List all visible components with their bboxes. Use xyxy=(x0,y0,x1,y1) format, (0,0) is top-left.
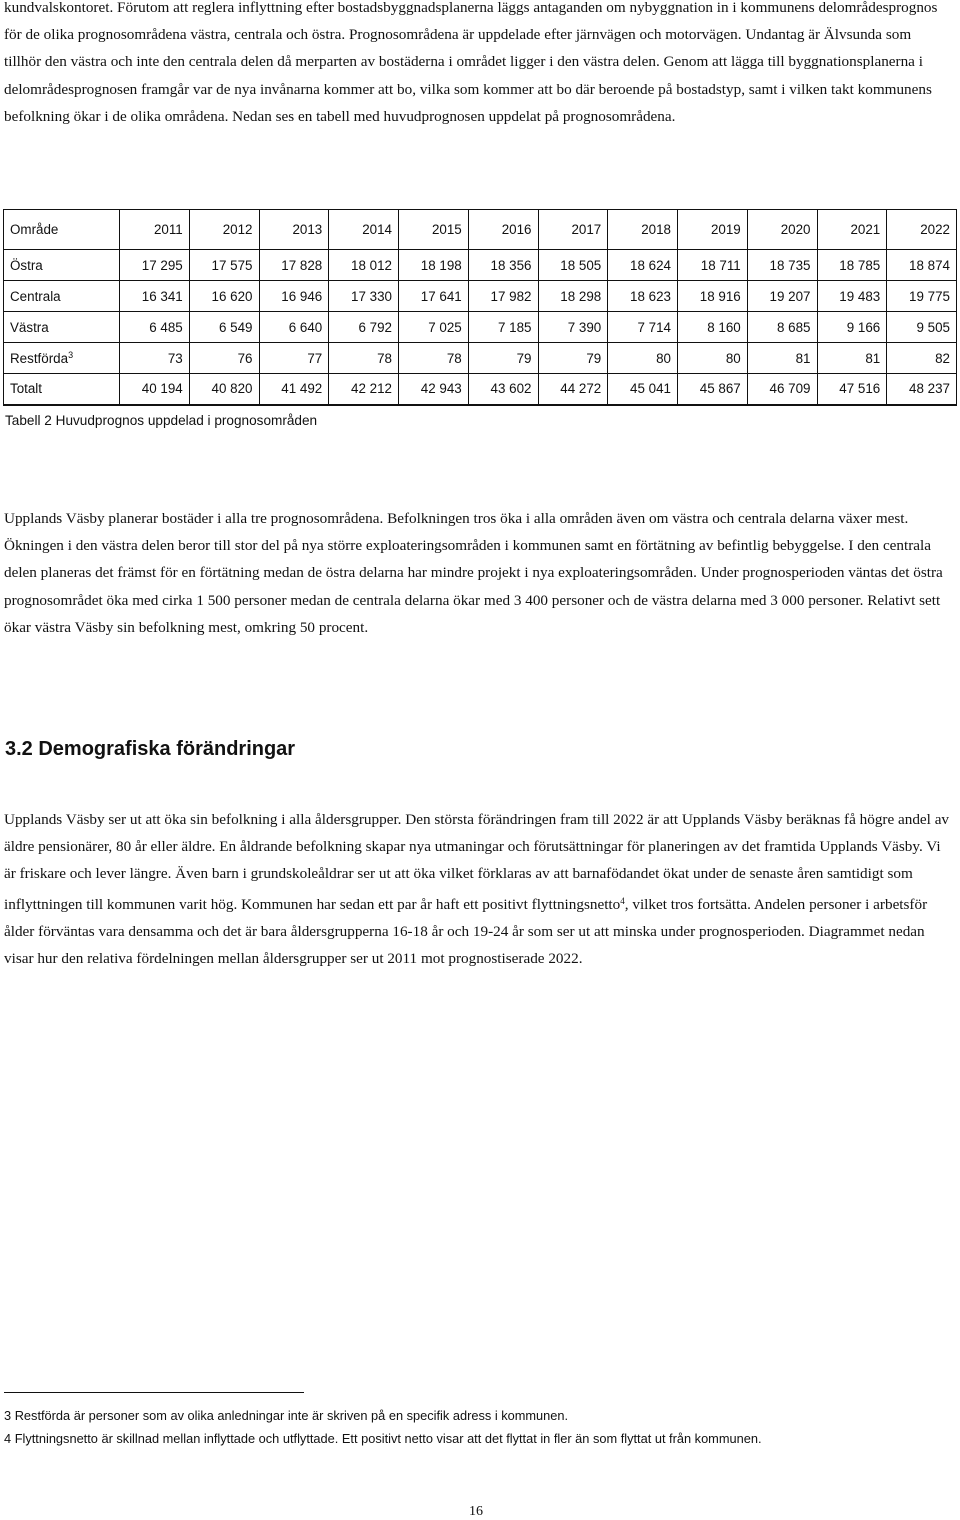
body-paragraph xyxy=(4,806,952,972)
table-cell: 18 711 xyxy=(678,250,748,281)
table-cell: 73 xyxy=(120,343,190,374)
table-cell: 17 295 xyxy=(120,250,190,281)
table-cell: 7 185 xyxy=(468,312,538,343)
table-header-cell: 2012 xyxy=(189,210,259,250)
intro-paragraph: kundvalskontoret. Förutom att reglera inflyttning efter bostadsbyggnadsplanerna läggs antaganden om nybyggnation in i kommunens delområdesprognos för de olika prognosområdena västra, centrala och östra. Prognosområdena är uppdelade efter järnvägen och motorvägen. Undantag är Älvsunda som tillhör den västra och inte den centrala delen då merparten av bostäderna i området ligger i den västra delen. Genom att lägga till byggnationsplanerna i delområdesprognosen framgår var de nya invånarna kommer att bo, vilka som kommer att bo där beroende på bostadstyp, samt i vilken takt kommunens befolkning ökar i de olika områdena. Nedan ses en tabell med huvudprognosen uppdelat på prognosområdena. xyxy=(4,0,938,125)
table-cell: 9 166 xyxy=(817,312,887,343)
table-header-cell: 2017 xyxy=(538,210,608,250)
table-cell: 41 492 xyxy=(259,374,329,405)
row-label: Totalt xyxy=(4,374,120,405)
table-header-cell: 2014 xyxy=(329,210,399,250)
table-cell: 16 341 xyxy=(120,281,190,312)
table-row xyxy=(4,312,957,343)
table-cell: 16 620 xyxy=(189,281,259,312)
footnote-text: Restförda är personer som av olika anledningar inte är skriven på en specifik adress i kommunen. xyxy=(14,1408,569,1423)
table-cell: 46 709 xyxy=(747,374,817,405)
table-cell: 82 xyxy=(887,343,957,374)
footnote xyxy=(4,1408,568,1423)
page-number: 16 xyxy=(469,1504,483,1519)
table-cell: 42 212 xyxy=(329,374,399,405)
table-cell: 43 602 xyxy=(468,374,538,405)
table-cell: 17 982 xyxy=(468,281,538,312)
section-heading: 3.2 Demografiska förändringar xyxy=(5,738,296,760)
row-label-text: Restförda xyxy=(10,351,69,366)
table-cell: 17 575 xyxy=(189,250,259,281)
table-cell: 80 xyxy=(678,343,748,374)
table-cell: 7 025 xyxy=(399,312,469,343)
table-cell: 6 640 xyxy=(259,312,329,343)
table-cell: 18 735 xyxy=(747,250,817,281)
table-cell: 40 194 xyxy=(120,374,190,405)
table-cell: 18 624 xyxy=(608,250,678,281)
table-cell: 8 160 xyxy=(678,312,748,343)
table-header-cell: 2020 xyxy=(747,210,817,250)
table-cell: 18 785 xyxy=(817,250,887,281)
forecast-table xyxy=(3,209,957,406)
table-row-total xyxy=(4,374,957,405)
table-cell: 17 828 xyxy=(259,250,329,281)
row-label: Centrala xyxy=(4,281,120,312)
table-cell: 18 623 xyxy=(608,281,678,312)
paragraph-text: Upplands Väsby ser ut att öka sin befolkning i alla åldersgrupper. Den största förändringen fram till 2022 är att Upplands Väsby beräknas få högre andel av äldre pensionärer, 80 år eller äldre. En åldrande befolkning skapar nya utmaningar och förutsättningar för planeringen av det framtida Upplands Väsby. Vi är friskare och lever längre. Även barn i grundskoleåldrar ser ut att öka vilket förklaras av att barnafödandet ökat under de senaste åren samtidigt som inflyttningen till kommunen varit hög. Kommunen har sedan ett par år haft ett positivt flyttningsnetto xyxy=(4,811,950,913)
footnote-text: Flyttningsnetto är skillnad mellan inflyttade och utflyttade. Ett positivt netto visar att det flyttat in fler än som flyttat ut från kommunen. xyxy=(14,1431,762,1446)
table-header-cell: 2015 xyxy=(399,210,469,250)
table-cell: 76 xyxy=(189,343,259,374)
table-cell: 81 xyxy=(817,343,887,374)
footnote-number: 4 xyxy=(4,1431,12,1446)
paragraph-text: , vilket tros fortsätta. Andelen personer i arbetsför ålder förväntas vara densamma och det är bara åldersgrupperna 16-18 år och 19-24 år som ser ut att minska under prognosperioden. Diagrammet nedan visar hur den relativa fördelningen mellan åldersgrupper ser ut 2011 mot prognostiserade 2022. xyxy=(4,895,928,968)
table-cell: 18 505 xyxy=(538,250,608,281)
table-cell: 79 xyxy=(468,343,538,374)
table-cell: 9 505 xyxy=(887,312,957,343)
table-cell: 7 714 xyxy=(608,312,678,343)
table-cell: 19 483 xyxy=(817,281,887,312)
table-row xyxy=(4,281,957,312)
table-cell: 45 867 xyxy=(678,374,748,405)
table-cell: 40 820 xyxy=(189,374,259,405)
table-header-cell: 2011 xyxy=(120,210,190,250)
table-header-cell: Område xyxy=(4,210,120,250)
table-cell: 78 xyxy=(399,343,469,374)
table-cell: 17 641 xyxy=(399,281,469,312)
table-cell: 6 549 xyxy=(189,312,259,343)
table-cell: 7 390 xyxy=(538,312,608,343)
table-cell: 48 237 xyxy=(887,374,957,405)
table-cell: 8 685 xyxy=(747,312,817,343)
table-header-cell: 2022 xyxy=(887,210,957,250)
table-cell: 18 198 xyxy=(399,250,469,281)
table-cell: 78 xyxy=(329,343,399,374)
table-cell: 18 012 xyxy=(329,250,399,281)
table-cell: 6 792 xyxy=(329,312,399,343)
table-cell: 17 330 xyxy=(329,281,399,312)
footnote-number: 3 xyxy=(4,1408,12,1423)
table-cell: 47 516 xyxy=(817,374,887,405)
footnote xyxy=(4,1431,762,1446)
table-header-cell: 2013 xyxy=(259,210,329,250)
table-cell: 80 xyxy=(608,343,678,374)
table-row xyxy=(4,250,957,281)
table-cell: 77 xyxy=(259,343,329,374)
footnote-ref-3[interactable]: 3 xyxy=(68,350,74,360)
table-header-cell: 2019 xyxy=(678,210,748,250)
table-cell: 42 943 xyxy=(399,374,469,405)
row-label: Västra xyxy=(4,312,120,343)
table-header-row xyxy=(4,210,957,250)
table-cell: 44 272 xyxy=(538,374,608,405)
footnote-divider xyxy=(4,1392,304,1393)
table-cell: 6 485 xyxy=(120,312,190,343)
table-cell: 18 916 xyxy=(678,281,748,312)
table-cell: 45 041 xyxy=(608,374,678,405)
row-label xyxy=(4,343,120,374)
table-cell: 79 xyxy=(538,343,608,374)
table-cell: 16 946 xyxy=(259,281,329,312)
body-paragraph: Upplands Väsby planerar bostäder i alla tre prognosområdena. Befolkningen tros öka i alla områden även om västra och centrala delarna växer mest. Ökningen i den västra delen beror till stor del på nya större exploateringsområden i kommunen samt en förtätning av befintlig bebyggelse. I den centrala delen planeras det främst för en förtätning medan de östra delarna har mindre projekt i nya exploateringsområden. Under prognosperioden väntas det östra prognosområdet öka med cirka 1 500 personer medan de centrala delarna ökar med 3 400 personer och de västra delarna med 3 000 personer. Relativt sett ökar västra Väsby sin befolkning mest, omkring 50 procent. xyxy=(4,510,943,636)
table-cell: 18 356 xyxy=(468,250,538,281)
table-cell: 19 207 xyxy=(747,281,817,312)
footnote-ref-4[interactable]: 4 xyxy=(620,895,625,906)
table-caption: Tabell 2 Huvudprognos uppdelad i prognosområden xyxy=(5,413,318,428)
table-cell: 18 298 xyxy=(538,281,608,312)
table-cell: 18 874 xyxy=(887,250,957,281)
table-header-cell: 2018 xyxy=(608,210,678,250)
table-row xyxy=(4,343,957,374)
table-header-cell: 2021 xyxy=(817,210,887,250)
table-cell: 81 xyxy=(747,343,817,374)
row-label: Östra xyxy=(4,250,120,281)
table-header-cell: 2016 xyxy=(468,210,538,250)
table-cell: 19 775 xyxy=(887,281,957,312)
